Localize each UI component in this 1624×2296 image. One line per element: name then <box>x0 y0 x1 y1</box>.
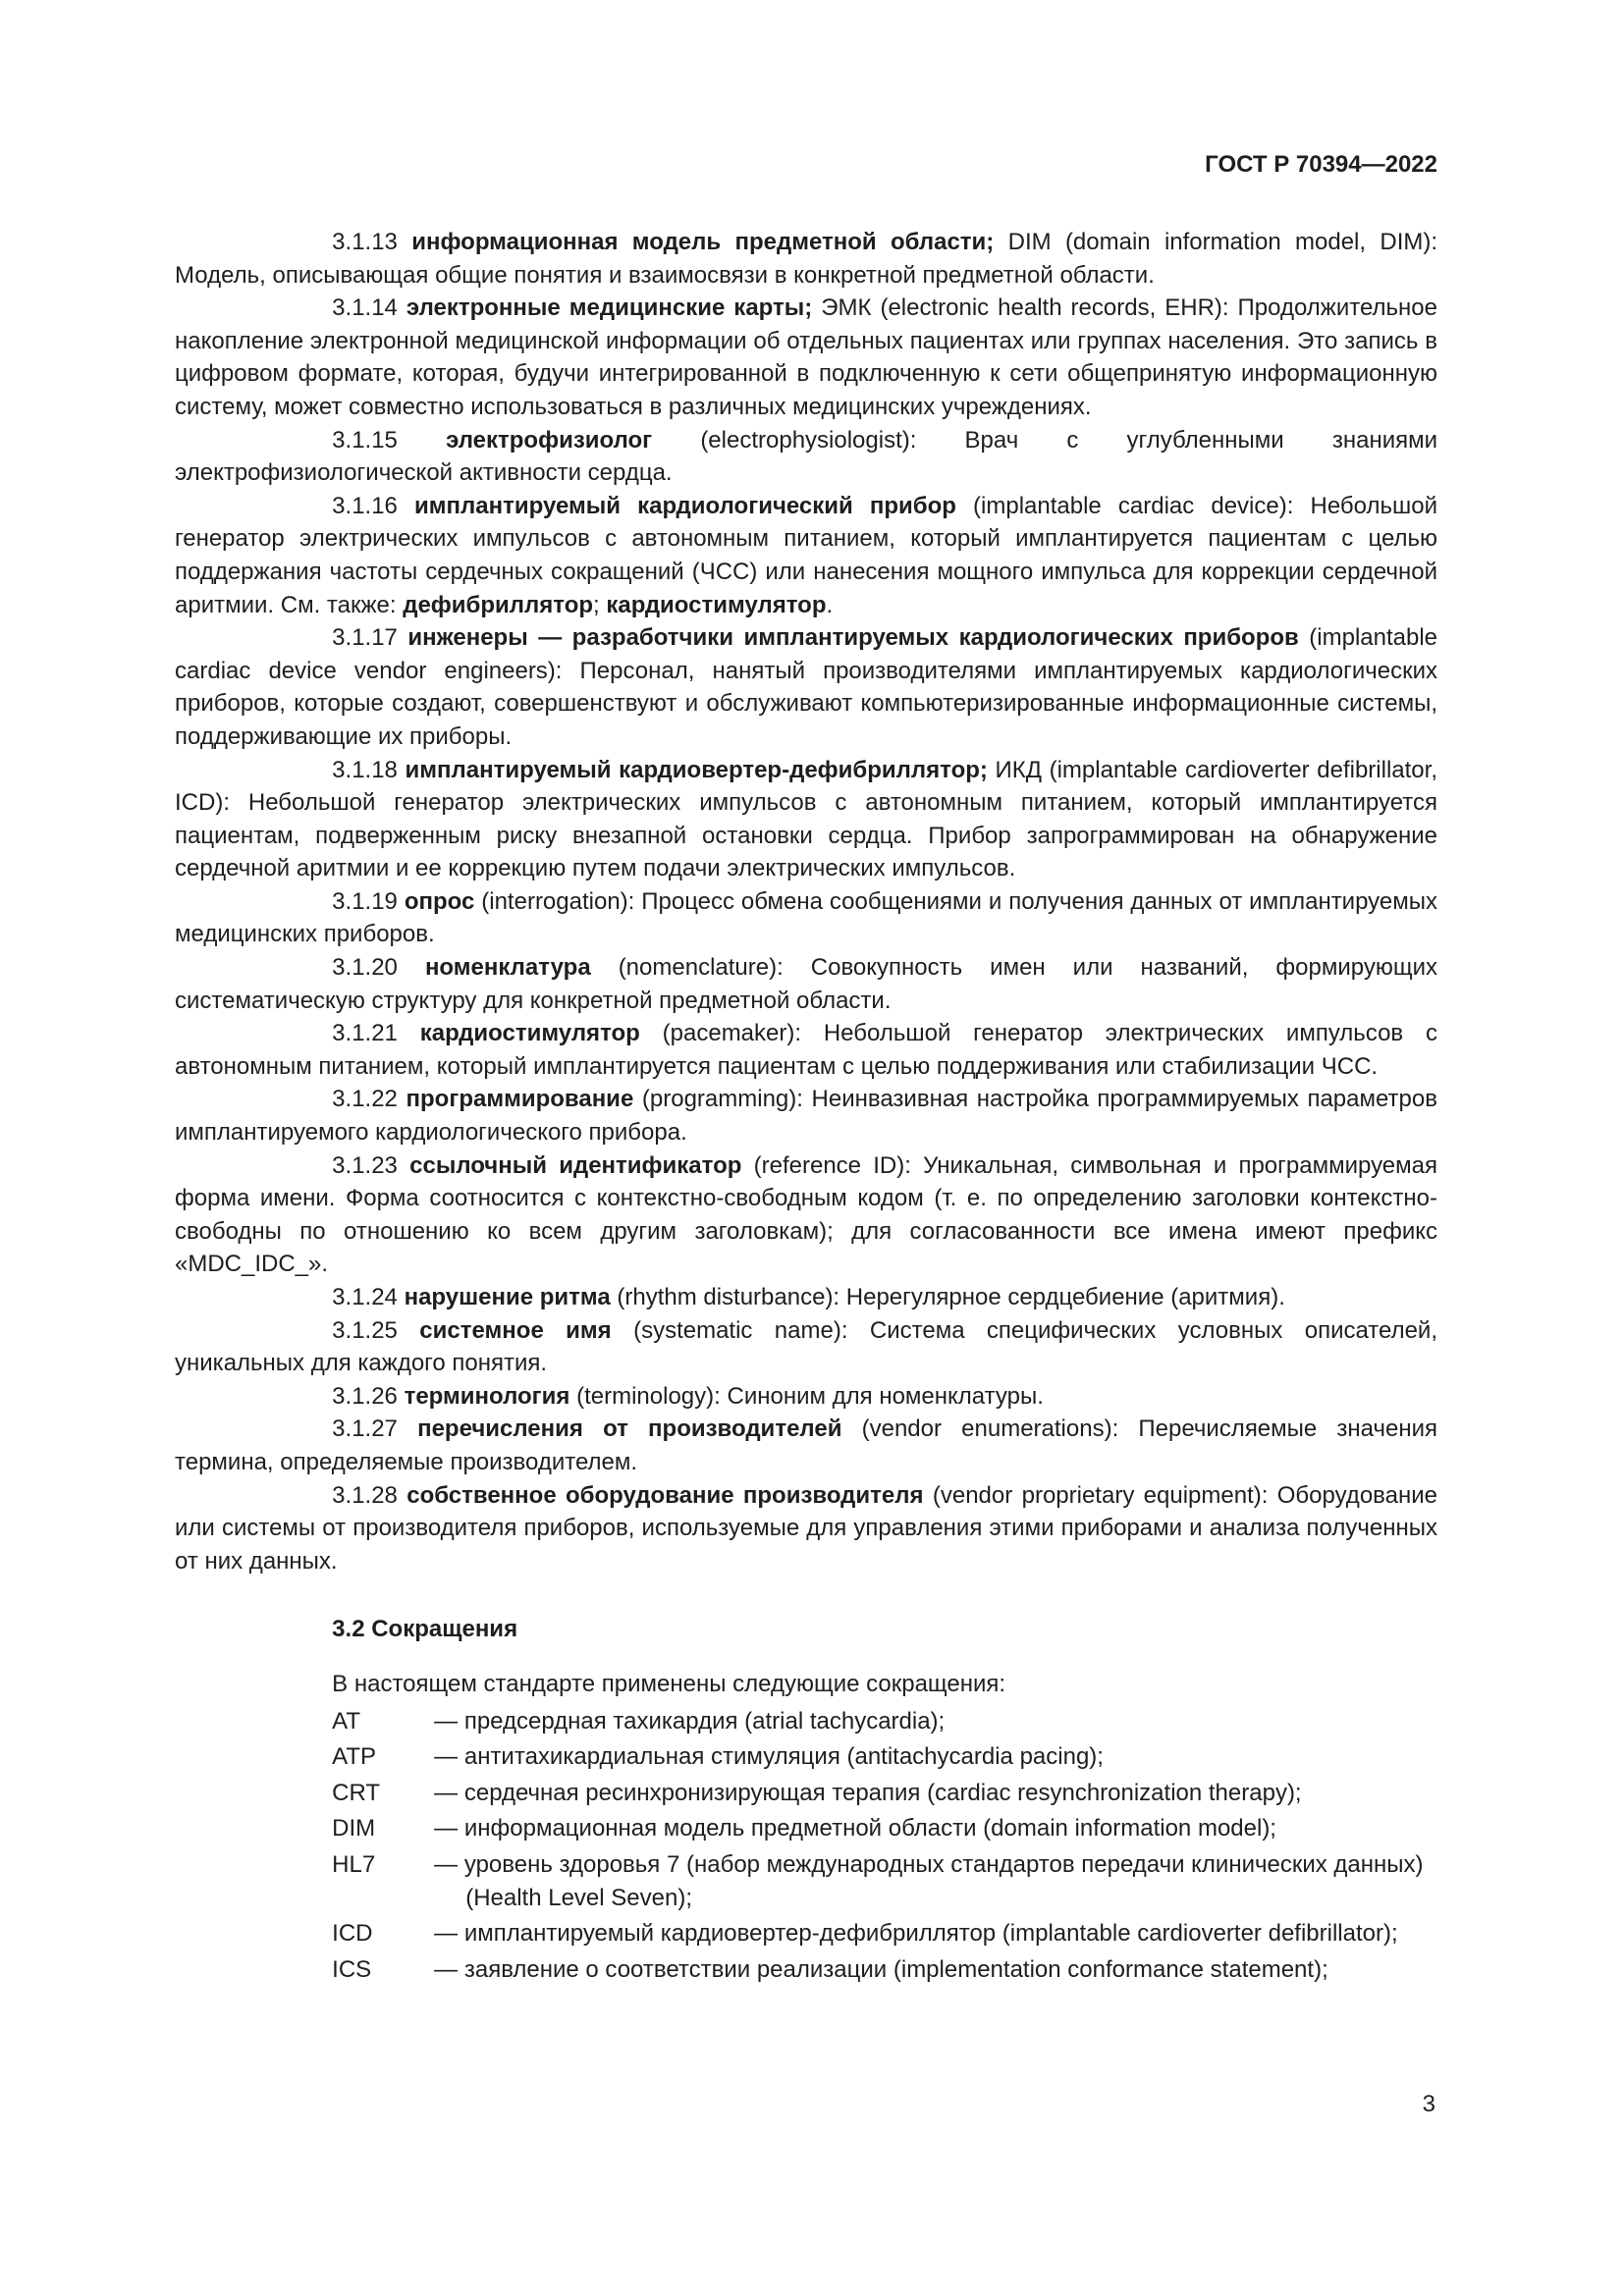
term-name: информационная модель предметной области; <box>411 229 995 255</box>
abbreviation-definition: — информационная модель предметной области (domain information model); <box>434 1815 1276 1842</box>
term-definition <box>175 490 1437 621</box>
term-number: 3.1.13 <box>332 229 398 255</box>
term-name: имплантируемый кардиологический прибор <box>414 492 956 519</box>
term-name: системное имя <box>419 1316 612 1344</box>
term-number: 3.1.21 <box>332 1020 398 1047</box>
term-text: (systematic name): Система специфических условных описателей, уникальных для каждого понятия. <box>175 1316 1437 1377</box>
abbreviation-code: DIM <box>332 1815 376 1842</box>
term-text: (rhythm disturbance): Нерегулярное сердцебиение (аритмия). <box>610 1284 1285 1310</box>
term-name: имплантируемый кардиовертер-дефибриллятор; <box>405 756 988 783</box>
term-number: 3.1.22 <box>332 1086 398 1113</box>
see-also-term: кардиостимулятор <box>606 591 827 618</box>
term-definition <box>175 1149 1437 1281</box>
term-number: 3.1.19 <box>332 887 398 915</box>
document-id-header: ГОСТ Р 70394—2022 <box>1205 151 1437 178</box>
abbreviation-definition: — имплантируемый кардиовертер-дефибриллятор (implantable cardioverter defibrillator); <box>434 1920 1398 1948</box>
term-text: (interrogation): Процесс обмена сообщениями и получения данных от имплантируемых медицинских приборов. <box>175 887 1437 948</box>
term-text: (implantable cardiac device): Небольшой генератор электрических импульсов с автономным питанием, который имплантируется пациентам с целью поддержания частоты сердечных сокращений (ЧСС) или нанесения мощного импульса для коррекции сердечной аритмии. См. также: <box>175 492 1437 618</box>
abbreviation-code: HL7 <box>332 1850 376 1878</box>
term-definition <box>175 754 1437 885</box>
term-number: 3.1.16 <box>332 492 398 519</box>
abbreviation-code: ATP <box>332 1743 377 1771</box>
term-text: (vendor enumerations): Перечисляемые значения термина, определяемые производителем. <box>175 1415 1438 1475</box>
document-body <box>175 226 1437 1989</box>
see-also-separator: ; <box>593 591 607 618</box>
term-number: 3.1.28 <box>332 1481 398 1509</box>
term-number: 3.1.14 <box>332 294 398 322</box>
term-number: 3.1.25 <box>332 1316 398 1344</box>
term-definition <box>175 951 1437 1017</box>
term-name: номенклатура <box>424 954 591 982</box>
term-number: 3.1.27 <box>332 1415 398 1443</box>
term-name: электрофизиолог <box>446 426 653 454</box>
term-number: 3.1.17 <box>332 624 398 652</box>
abbreviation-row <box>332 1848 1437 1914</box>
abbreviation-definition: — уровень здоровья 7 (набор международных стандартов передачи клинических данных) (Health Level Seven); <box>434 1850 1424 1911</box>
term-definition <box>175 1479 1437 1578</box>
abbreviation-row <box>332 1777 1437 1810</box>
term-definition <box>175 1017 1437 1083</box>
term-definition <box>175 424 1437 490</box>
term-text: (programming): Неинвазивная настройка программируемых параметров имплантируемого кардиологического прибора. <box>175 1086 1437 1147</box>
abbreviation-row <box>332 1740 1437 1774</box>
term-text: (nomenclature): Совокупность имен или названий, формирующих систематическую структуру для конкретной предметной области. <box>175 954 1438 1014</box>
term-number: 3.1.23 <box>332 1151 398 1179</box>
term-number: 3.1.15 <box>332 426 398 454</box>
term-text: (reference ID): Уникальная, символьная и программируемая форма имени. Форма соотносится с контекстно-свободным кодом (т. е. по определению заголовки контекстно-свободны по отношению ко всем другим заголовкам); для согласованности все имена имеют префикс «MDC_IDC_». <box>175 1151 1437 1278</box>
term-text: ИКД (implantable cardioverter defibrillator, ICD): Небольшой генератор электрических импульсов с автономным питанием, который имплантируется пациентам, подверженным риску внезапной остановки сердца. Прибор запрограммирован на обнаружение сердечной аритмии и ее коррекцию путем подачи электрических импульсов. <box>175 756 1437 882</box>
term-name: перечисления от производителей <box>417 1415 842 1443</box>
abbreviation-row <box>332 1705 1437 1738</box>
term-name: кардиостимулятор <box>419 1020 640 1047</box>
term-text: DIM (domain information model, DIM): Модель, описывающая общие понятия и взаимосвязи в конкретной предметной области. <box>175 229 1438 289</box>
term-end: . <box>826 591 834 618</box>
term-name: ссылочный идентификатор <box>409 1151 742 1179</box>
abbreviation-row <box>332 1953 1437 1987</box>
abbreviation-definition: — предсердная тахикардия (atrial tachycardia); <box>434 1707 946 1735</box>
term-definition <box>175 1380 1437 1414</box>
term-number: 3.1.26 <box>332 1382 398 1410</box>
term-name: опрос <box>404 887 475 915</box>
term-name: нарушение ритма <box>404 1284 611 1310</box>
term-number: 3.1.24 <box>332 1284 398 1310</box>
term-definition <box>175 1413 1437 1478</box>
term-text: ЭМК (electronic health records, EHR): Продолжительное накопление электронной медицинской информации об отдельных пациентах или группах населения. Это запись в цифровом формате, которая, будучи интегрированной в подключенную к сети общепринятую информационную систему, может совместно использоваться в различных медицинских учреждениях. <box>175 294 1437 420</box>
term-name: инженеры — разработчики имплантируемых кардиологических приборов <box>407 624 1299 652</box>
abbreviation-code: AT <box>332 1707 361 1735</box>
abbreviation-definition: — сердечная ресинхронизирующая терапия (cardiac resynchronization therapy); <box>434 1779 1302 1806</box>
term-text: (pacemaker): Небольшой генератор электрических импульсов с автономным питанием, который имплантируется пациентам с целью поддерживания или стабилизации ЧСС. <box>175 1020 1437 1080</box>
abbreviation-row <box>332 1917 1437 1950</box>
abbreviation-definition: — антитахикардиальная стимуляция (antitachycardia pacing); <box>434 1743 1104 1771</box>
term-definitions-list <box>175 226 1437 1577</box>
term-definition <box>175 292 1437 423</box>
term-text: (implantable cardiac device vendor engineers): Персонал, нанятый производителями имплантируемых кардиологических приборов, которые создают, совершенствуют и обслуживают компьютеризированные информационные системы, поддерживающие их приборы. <box>175 624 1438 750</box>
term-text: (electrophysiologist): Врач с углубленными знаниями электрофизиологической активности сердца. <box>175 426 1438 487</box>
term-number: 3.1.20 <box>332 954 398 982</box>
abbreviation-row <box>332 1812 1437 1845</box>
term-text: (vendor proprietary equipment): Оборудование или системы от производителя приборов, используемые для управления этими приборами и анализа полученных от них данных. <box>175 1481 1437 1575</box>
section-intro: В настоящем стандарте применены следующие сокращения: <box>332 1670 1006 1697</box>
abbreviation-code: ICD <box>332 1920 373 1948</box>
abbreviations-list <box>175 1705 1437 1987</box>
term-definition <box>175 1281 1437 1314</box>
term-name: собственное оборудование производителя <box>406 1481 924 1509</box>
term-definition <box>175 1314 1437 1380</box>
abbreviation-code: ICS <box>332 1955 372 1983</box>
term-name: терминология <box>404 1382 570 1410</box>
abbreviation-definition: — заявление о соответствии реализации (implementation conformance statement); <box>434 1955 1328 1983</box>
term-definition <box>175 226 1437 292</box>
term-name: электронные медицинские карты; <box>406 294 813 322</box>
term-definition <box>175 885 1437 951</box>
abbreviation-code: CRT <box>332 1779 381 1806</box>
see-also-term: дефибриллятор <box>403 591 594 618</box>
term-text: (terminology): Синоним для номенклатуры. <box>569 1382 1044 1410</box>
term-definition <box>175 1083 1437 1148</box>
page-number: 3 <box>1422 2091 1435 2117</box>
term-definition <box>175 621 1437 753</box>
term-name: программирование <box>406 1086 634 1113</box>
term-number: 3.1.18 <box>332 756 398 783</box>
section-title: 3.2 Сокращения <box>332 1616 518 1643</box>
